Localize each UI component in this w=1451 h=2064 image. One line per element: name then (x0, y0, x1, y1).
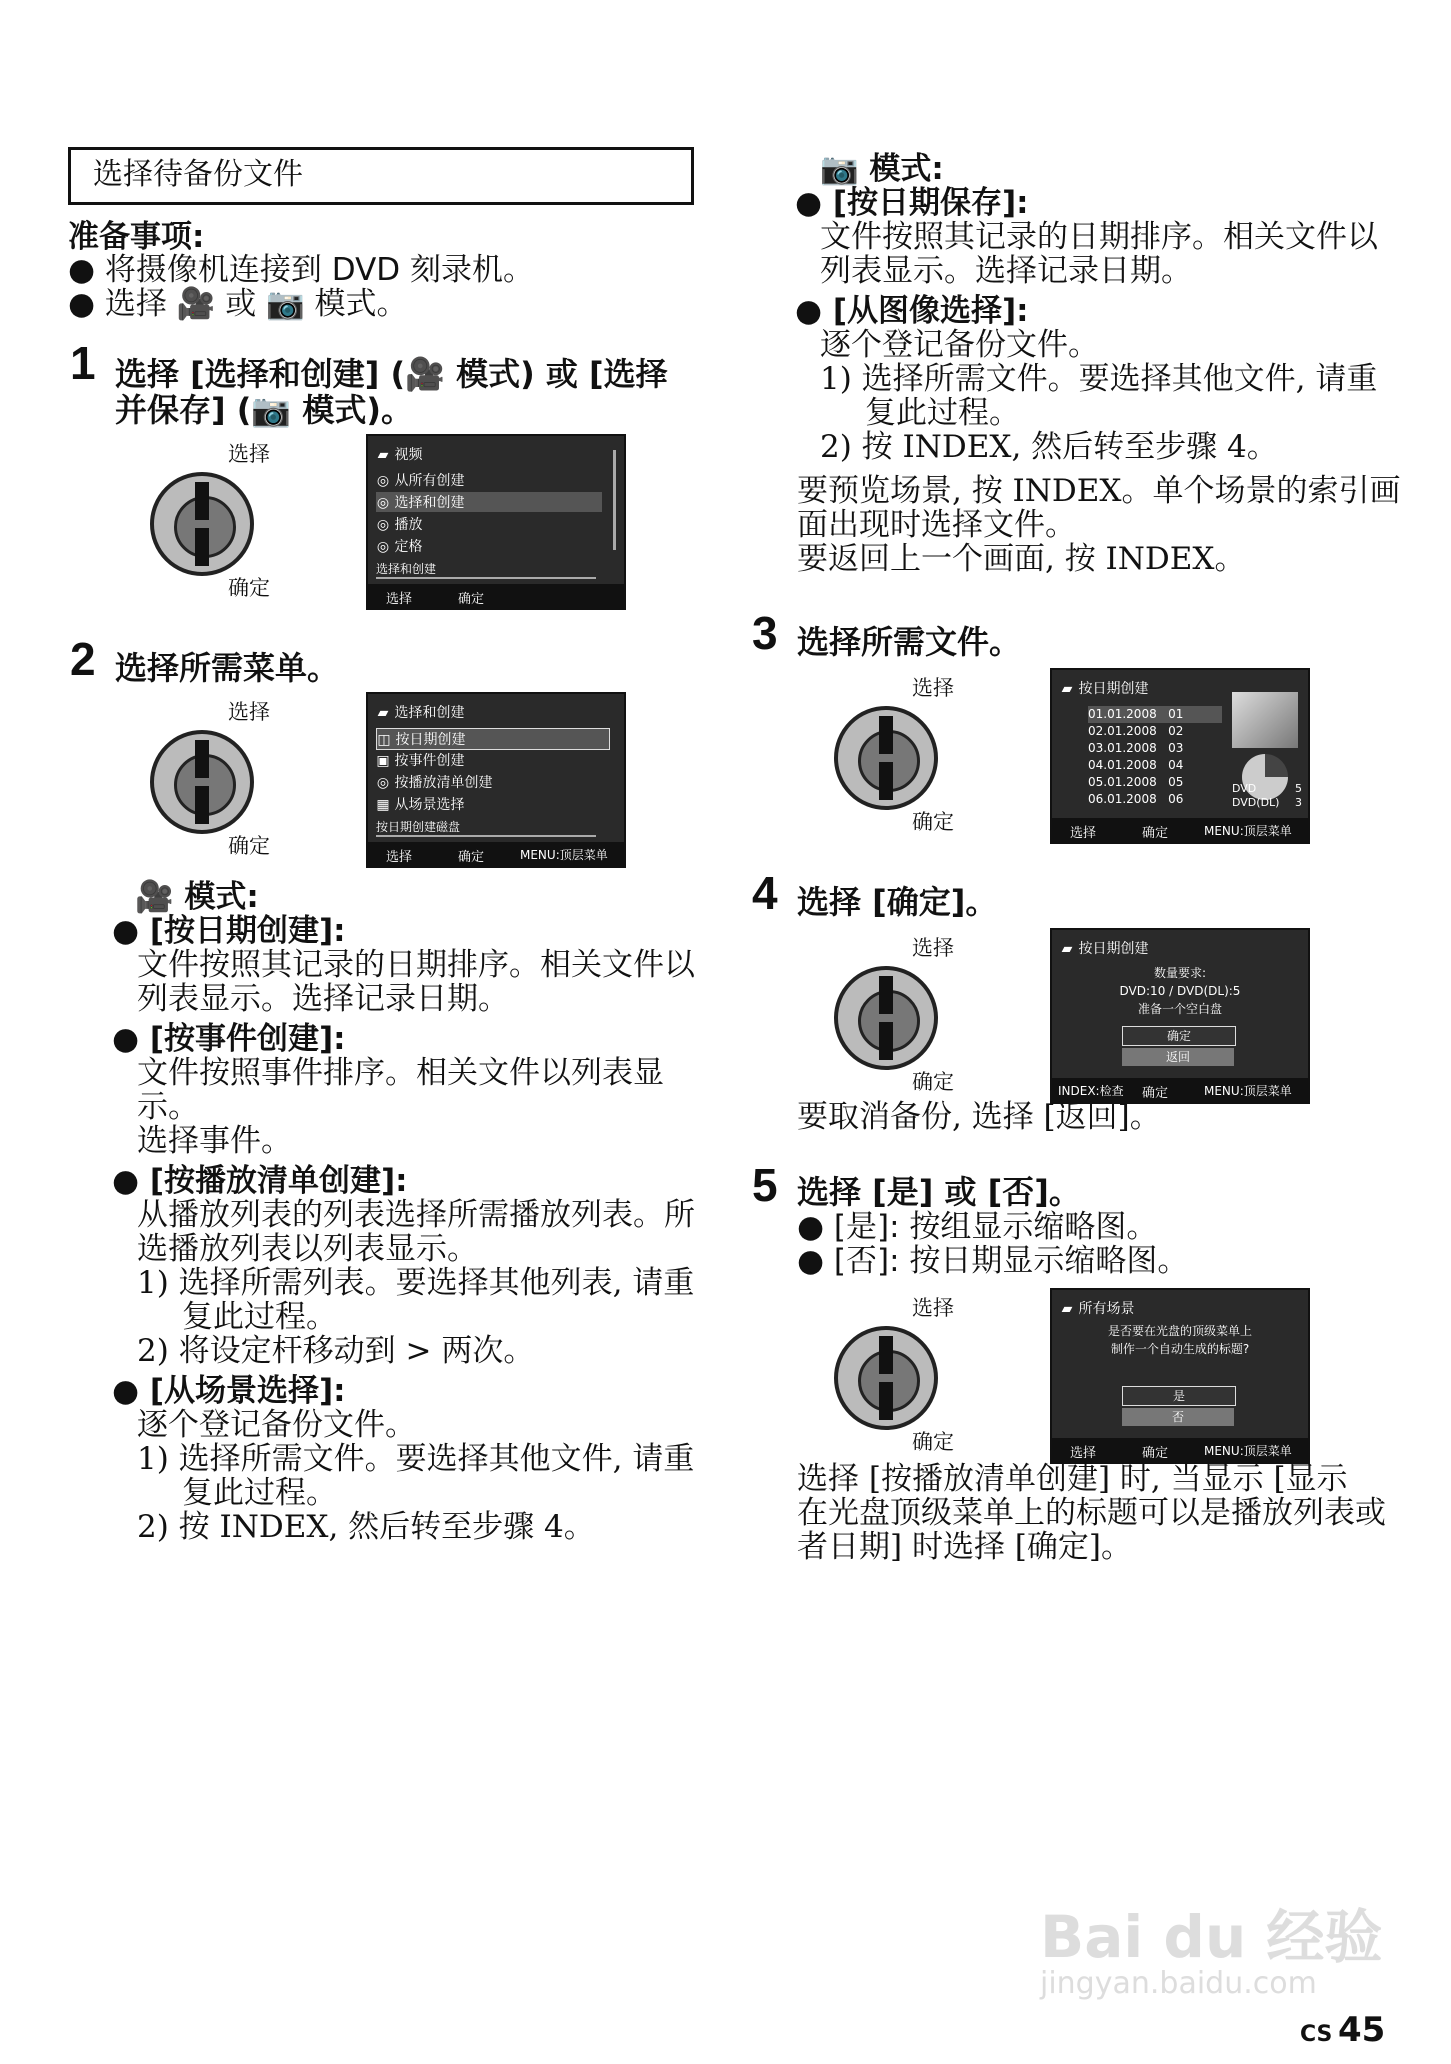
screen-5-message: 是否要在光盘的顶级菜单上 制作一个自动生成的标题? (1107, 1324, 1252, 1356)
prep-item-1: ● 将摄像机连接到 DVD 刻录机。 (68, 252, 535, 288)
dial-select-label: 选择 (912, 1296, 954, 1320)
video-camera-icon: ▰ (1061, 681, 1073, 697)
dial-confirm-label: 确定 (912, 1430, 954, 1454)
screen-4 (1050, 928, 1310, 1104)
date-row: 06.01.2008 06 (1088, 792, 1184, 806)
dial-confirm-label: 确定 (228, 576, 270, 600)
menu-item-icon: ◎ (376, 539, 390, 555)
playlist-step-2: 2) 将设定杆移动到 > 两次。 (137, 1333, 535, 1369)
up-arrow-icon (879, 716, 893, 754)
dial-select-label: 选择 (228, 700, 270, 724)
cancel-note: 要取消备份, 选择 [返回]。 (797, 1099, 1161, 1135)
image-select-desc: 逐个登记备份文件。 (820, 327, 1099, 363)
up-arrow-icon (195, 740, 209, 778)
dial-confirm-label: 确定 (228, 834, 270, 858)
bar-select: 选择 (1070, 826, 1097, 841)
bar-ok: 确定 (1142, 1086, 1169, 1101)
date-row: 03.01.2008 03 (1088, 741, 1184, 755)
step-4-number: 4 (752, 867, 778, 919)
screen-2 (366, 692, 626, 868)
screen-2-title: ▰ 选择和创建 (377, 705, 465, 721)
playlist-step-1-cont: 复此过程。 (182, 1299, 337, 1335)
up-arrow-icon (195, 482, 209, 520)
screen-5 (1050, 1288, 1310, 1464)
bar-menu: MENU:顶层菜单 (520, 848, 608, 862)
event-create-desc: 文件按照事件排序。相关文件以列表显 (137, 1055, 664, 1091)
bar-menu: MENU:顶层菜单 (1204, 1084, 1292, 1098)
bar-menu: MENU:顶层菜单 (1204, 824, 1292, 838)
screen-2-item: ◎ 按播放清单创建 (376, 775, 493, 791)
image-step-1: 1) 选择所需文件。要选择其他文件, 请重 (820, 361, 1378, 397)
step-1-number: 1 (70, 337, 96, 389)
menu-item-icon: ◎ (376, 473, 390, 489)
prep-heading: 准备事项: (68, 219, 205, 255)
watermark-url: jingyan.baidu.com (1040, 1966, 1317, 2001)
down-arrow-icon (879, 1382, 893, 1420)
date-row: 02.01.2008 02 (1088, 724, 1184, 738)
screen-3-bar (1052, 818, 1308, 842)
step-5-title: 选择 [是] 或 [否]。 (797, 1173, 1081, 1211)
step-5-yes: ● [是]: 按组显示缩略图。 (797, 1209, 1158, 1245)
screen-2-caption: 按日期创建磁盘 (376, 818, 596, 837)
dial-confirm-label: 确定 (912, 1070, 954, 1094)
dial-select-label: 选择 (228, 442, 270, 466)
return-note: 要返回上一个画面, 按 INDEX。 (797, 541, 1246, 577)
screen-2-item-selected: ◫ 按日期创建 (376, 728, 610, 750)
screen-1-bar (368, 584, 624, 608)
preview-note-cont: 面出现时选择文件。 (797, 507, 1076, 543)
event-icon: ▣ (376, 753, 390, 769)
image-step-1-cont: 复此过程。 (865, 395, 1020, 431)
scene-select-heading: ● [从场景选择]: (112, 1373, 346, 1409)
video-camera-icon: ▰ (377, 705, 389, 721)
up-arrow-icon (879, 976, 893, 1014)
playlist-create-desc-cont: 选播放列表以列表显示。 (137, 1231, 478, 1267)
video-camera-icon: ▰ (377, 447, 389, 463)
watermark-logo: Bai du 经验 (1040, 1903, 1383, 1971)
screen-3-title: ▰ 按日期创建 (1061, 681, 1149, 697)
down-arrow-icon (879, 762, 893, 800)
date-list (1088, 706, 1222, 808)
step-1-title: 选择 [选择和创建] (🎥 模式) 或 [选择 (115, 355, 668, 393)
screen-2-item: ▣ 按事件创建 (376, 753, 465, 769)
ok-button[interactable]: 确定 (1122, 1026, 1236, 1046)
up-arrow-icon (879, 1336, 893, 1374)
step-4-title: 选择 [确定]。 (797, 883, 998, 921)
down-arrow-icon (879, 1022, 893, 1060)
date-save-desc: 文件按照其记录的日期排序。相关文件以 (820, 219, 1378, 255)
control-dial (150, 730, 254, 834)
final-note-cont: 者日期] 时选择 [确定]。 (797, 1529, 1132, 1565)
scene-step-2: 2) 按 INDEX, 然后转至步骤 4。 (137, 1509, 595, 1545)
date-create-heading: ● [按日期创建]: (112, 913, 346, 949)
date-save-heading: ● [按日期保存]: (795, 185, 1029, 221)
screen-4-title: ▰ 按日期创建 (1061, 941, 1149, 957)
step-5-no: ● [否]: 按日期显示缩略图。 (797, 1243, 1189, 1279)
video-mode-heading: 🎥 模式: (135, 879, 259, 915)
screen-1-item: ◎ 定格 (376, 539, 423, 555)
yes-button[interactable]: 是 (1122, 1386, 1236, 1406)
bar-select: 选择 (1070, 1446, 1097, 1461)
dial-select-label: 选择 (912, 676, 954, 700)
image-select-heading: ● [从图像选择]: (795, 293, 1029, 329)
calendar-icon: ◫ (377, 732, 391, 748)
screen-3 (1050, 668, 1310, 844)
bar-menu: MENU:顶层菜单 (1204, 1444, 1292, 1458)
menu-item-icon: ◎ (376, 517, 390, 533)
bar-ok: 确定 (1142, 1446, 1169, 1461)
step-3-title: 选择所需文件。 (797, 623, 1022, 661)
screen-1 (366, 434, 626, 610)
playlist-create-heading: ● [按播放清单创建]: (112, 1163, 408, 1199)
dial-select-label: 选择 (912, 936, 954, 960)
date-row: 05.01.2008 05 (1088, 775, 1184, 789)
bar-ok: 确定 (458, 592, 485, 607)
playlist-step-1: 1) 选择所需列表。要选择其他列表, 请重 (137, 1265, 695, 1301)
grid-icon: ▦ (376, 797, 390, 813)
control-dial (834, 706, 938, 810)
down-arrow-icon (195, 786, 209, 824)
control-dial (150, 472, 254, 576)
screen-1-title: ▰ 视频 (377, 447, 423, 463)
bar-ok: 确定 (458, 850, 485, 865)
bar-select: 选择 (386, 592, 413, 607)
scene-step-1-cont: 复此过程。 (182, 1475, 337, 1511)
date-create-desc-cont: 列表显示。选择记录日期。 (137, 981, 509, 1017)
step-3-number: 3 (752, 607, 778, 659)
video-camera-icon: ▰ (1061, 1301, 1073, 1317)
page-footer (1300, 2010, 1385, 2050)
screen-1-item-selected: ◎ 选择和创建 (376, 492, 602, 512)
playlist-create-desc: 从播放列表的列表选择所需播放列表。所 (137, 1197, 695, 1233)
step-2-number: 2 (70, 633, 96, 685)
date-row: 04.01.2008 04 (1088, 758, 1184, 772)
screen-1-item: ◎ 从所有创建 (376, 473, 465, 489)
screen-1-item: ◎ 播放 (376, 517, 423, 533)
playlist-icon: ◎ (376, 775, 390, 791)
section-title: 选择待备份文件 (93, 157, 303, 192)
screen-4-message: 数量要求: DVD:10 / DVD(DL):5 准备一个空白盘 (1119, 966, 1241, 1016)
step-5-number: 5 (752, 1159, 778, 1211)
date-create-desc: 文件按照其记录的日期排序。相关文件以 (137, 947, 695, 983)
scene-step-1: 1) 选择所需文件。要选择其他文件, 请重 (137, 1441, 695, 1477)
bar-select: 选择 (386, 850, 413, 865)
step-1-title-cont: 并保存] (📷 模式)。 (115, 391, 414, 429)
thumbnail-image (1232, 692, 1298, 748)
dial-confirm-label: 确定 (912, 810, 954, 834)
scrollbar (613, 450, 616, 550)
screen-5-title: ▰ 所有场景 (1061, 1301, 1135, 1317)
event-create-heading: ● [按事件创建]: (112, 1021, 346, 1057)
screen-2-item: ▦ 从场景选择 (376, 797, 465, 813)
date-save-desc-cont: 列表显示。选择记录日期。 (820, 253, 1192, 289)
bar-ok: 确定 (1142, 826, 1169, 841)
preview-note: 要预览场景, 按 INDEX。单个场景的索引画 (797, 473, 1401, 509)
down-arrow-icon (195, 528, 209, 566)
video-camera-icon: ▰ (1061, 941, 1073, 957)
control-dial (834, 1326, 938, 1430)
scene-select-desc: 逐个登记备份文件。 (137, 1407, 416, 1443)
screen-1-caption: 选择和创建 (376, 560, 596, 579)
bar-index: INDEX:检查 (1058, 1084, 1124, 1098)
control-dial (834, 966, 938, 1070)
no-button[interactable]: 否 (1122, 1408, 1234, 1426)
screen-5-bar (1052, 1438, 1308, 1462)
step-2-title: 选择所需菜单。 (115, 649, 340, 687)
disc-counts: DVD 5 DVD(DL) 3 (1232, 782, 1302, 809)
section-title-box (68, 147, 694, 205)
menu-item-icon: ◎ (376, 495, 390, 511)
back-button[interactable]: 返回 (1122, 1048, 1234, 1066)
image-step-2: 2) 按 INDEX, 然后转至步骤 4。 (820, 429, 1278, 465)
screen-2-bar (368, 842, 624, 866)
final-note-cont: 在光盘顶级菜单上的标题可以是播放列表或 (797, 1495, 1386, 1531)
event-create-desc-cont: 示。 (137, 1089, 199, 1125)
photo-mode-heading: 📷 模式: (820, 151, 944, 187)
prep-item-2: ● 选择 🎥 或 📷 模式。 (68, 286, 408, 322)
page-number: 45 (1337, 2010, 1386, 2050)
page-lang: CS (1300, 2022, 1333, 2047)
final-note: 选择 [按播放清单创建] 时, 当显示 [显示 (797, 1461, 1348, 1497)
event-create-desc-cont: 选择事件。 (137, 1123, 292, 1159)
date-row-selected: 01.01.2008 01 (1088, 706, 1222, 723)
